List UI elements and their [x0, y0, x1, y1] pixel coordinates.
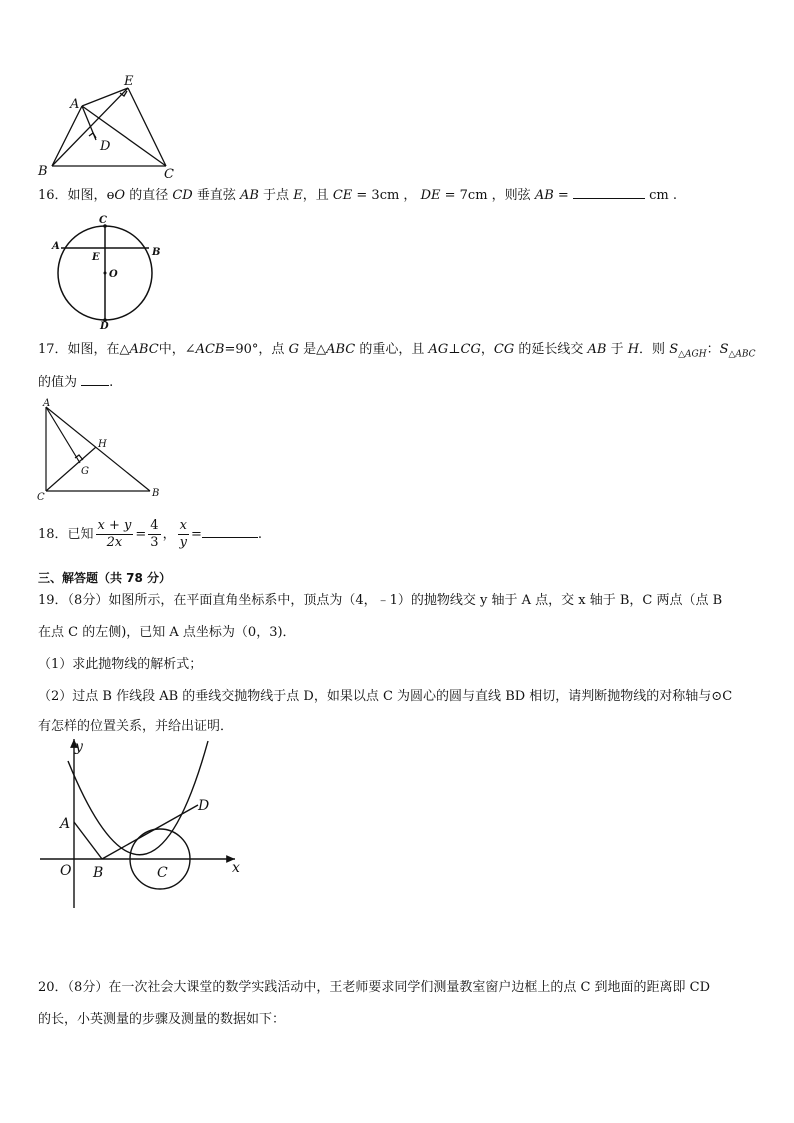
q17-ab: AB	[587, 342, 607, 357]
q18-number: 18．已知	[38, 527, 94, 542]
q17-label-h: H	[98, 439, 107, 450]
q16-t6: = 3cm ，	[352, 188, 421, 203]
q19-sub2-line2: 有怎样的位置关系，并给出证明．	[38, 719, 234, 734]
q18-frac3-den: y	[179, 535, 187, 550]
q17-t10: ．则	[639, 342, 670, 357]
q18-end: .	[257, 527, 262, 542]
q16-label-d: D	[100, 321, 109, 331]
q17-g: G	[288, 342, 299, 357]
q18-text	[38, 515, 262, 555]
q17-t2: 中，∠	[158, 342, 196, 357]
q16-label-c: C	[99, 215, 107, 226]
q18-eq2: =	[190, 527, 202, 542]
q17-number: 17．	[38, 342, 68, 357]
q18-answer-blank[interactable]	[202, 537, 258, 538]
q18-fraction-3	[178, 518, 189, 551]
q16-t4: 于点	[258, 188, 294, 203]
q16-unit: cm .	[649, 188, 677, 203]
q17-t11: ：	[706, 342, 720, 357]
q17-end: .	[109, 375, 114, 390]
q19-label-b: B	[93, 865, 104, 881]
q16-number: 16．	[38, 188, 68, 203]
q17-label-c: C	[37, 492, 45, 502]
q19-label-o: O	[60, 863, 72, 879]
q15-label-a: A	[70, 97, 80, 112]
q18-frac1-num: x + y	[97, 518, 132, 533]
q16-label-e: E	[92, 252, 100, 263]
q16-ab2: AB	[534, 188, 554, 203]
q18-comma: ，	[162, 527, 176, 542]
q19-line2: 在点 C 的左侧)，已知 A 点坐标为（0，3)．	[38, 625, 296, 640]
q17-label-g: G	[81, 466, 89, 477]
q16-label-b: B	[152, 247, 161, 258]
q15-label-e: E	[124, 74, 134, 89]
q19-line1: 19．（8分）如图所示，在平面直角坐标系中，顶点为（4，﹣1）的抛物线交 y 轴于 A 点，交 x 轴于 B，C 两点（点 B	[38, 593, 723, 608]
q16-t1: 如图，	[67, 188, 107, 203]
q17-ag: AG	[428, 342, 449, 357]
q16-t2: 的直径	[125, 188, 173, 203]
q16-cd: CD	[172, 188, 193, 203]
q17-t4: 是△	[298, 342, 327, 357]
q18-eq: =	[135, 527, 147, 542]
q15-label-b: B	[38, 164, 48, 179]
q19-figure	[30, 733, 255, 913]
q17-label-b: B	[152, 488, 160, 499]
q17-cg2: CG	[493, 342, 515, 357]
q18-frac3-num: x	[178, 518, 189, 535]
q18-frac1-den: 2x	[106, 535, 123, 550]
q18-fraction-2	[148, 518, 160, 551]
q19-sub1: （1）求此抛物线的解析式；	[38, 657, 203, 672]
section-3-title: 三、解答题（共 78 分）	[38, 571, 172, 585]
q18-frac2-num: 4	[150, 518, 159, 533]
q17-t9: 于	[606, 342, 628, 357]
q16-e: E	[293, 188, 303, 203]
q20-line1: 20．（8分）在一次社会大课堂的数学实践活动中，王老师要求同学们测量教室窗户边框上的点 C 到地面的距离即 CD	[38, 980, 711, 995]
q17-cg: CG	[460, 342, 481, 357]
q16-de: DE	[420, 188, 441, 203]
q17-t1: 如图，在△	[67, 342, 130, 357]
q18-frac2-den: 3	[150, 535, 159, 550]
q16-ce: CE	[332, 188, 353, 203]
q17-label-a: A	[43, 398, 51, 409]
q19-label-y: y	[75, 739, 83, 755]
q18-fraction-1	[96, 518, 134, 551]
q17-s1-sub: △AGH	[678, 349, 707, 360]
q17-answer-blank[interactable]	[81, 385, 109, 386]
q16-t8: =	[553, 188, 573, 203]
q17-acb: ACB	[195, 342, 225, 357]
q16-label-o: O	[109, 269, 118, 280]
q17-line2: 的值为	[38, 375, 82, 390]
q16-figure	[48, 213, 168, 331]
q17-text-line2	[38, 374, 113, 392]
q19-sub2-line1: （2）过点 B 作线段 AB 的垂线交抛物线于点 D，如果以点 C 为圆心的圆与直线 BD 相切，请判断抛物线的对称轴与⊙C	[38, 689, 733, 704]
q16-answer-blank[interactable]	[573, 198, 645, 199]
q16-o: O	[114, 188, 126, 203]
q16-text	[38, 187, 677, 205]
q17-text-line1	[38, 341, 756, 364]
q17-t7: ，	[480, 342, 494, 357]
q17-t8: 的延长线交	[514, 342, 588, 357]
q15-label-c: C	[164, 167, 174, 180]
q17-h: H	[627, 342, 640, 357]
q17-abc2: ABC	[326, 342, 356, 357]
q17-t6: ⊥	[448, 342, 461, 357]
q19-label-d: D	[198, 798, 210, 814]
q16-ab: AB	[239, 188, 259, 203]
q17-s2: S	[719, 342, 729, 357]
q16-t3: 垂直弦	[192, 188, 240, 203]
q17-abc: ABC	[129, 342, 159, 357]
q15-label-d: D	[100, 139, 111, 154]
q17-figure	[34, 397, 169, 502]
q16-circle-symbol: ɵ	[106, 188, 115, 203]
q20-line2: 的长，小英测量的步骤及测量的数据如下：	[38, 1012, 286, 1027]
q16-t7: = 7cm ，则弦	[440, 188, 535, 203]
q17-t3: =90°，点	[224, 342, 289, 357]
q17-t5: 的重心，且	[355, 342, 429, 357]
q17-s1: S	[669, 342, 679, 357]
q19-label-a: A	[60, 816, 71, 832]
q19-label-c: C	[157, 865, 168, 881]
q15-figure	[30, 72, 190, 180]
q19-label-x: x	[232, 860, 240, 876]
q17-s2-sub: △ABC	[728, 349, 756, 360]
q16-label-a: A	[52, 241, 60, 252]
q16-t5: ，且	[302, 188, 333, 203]
